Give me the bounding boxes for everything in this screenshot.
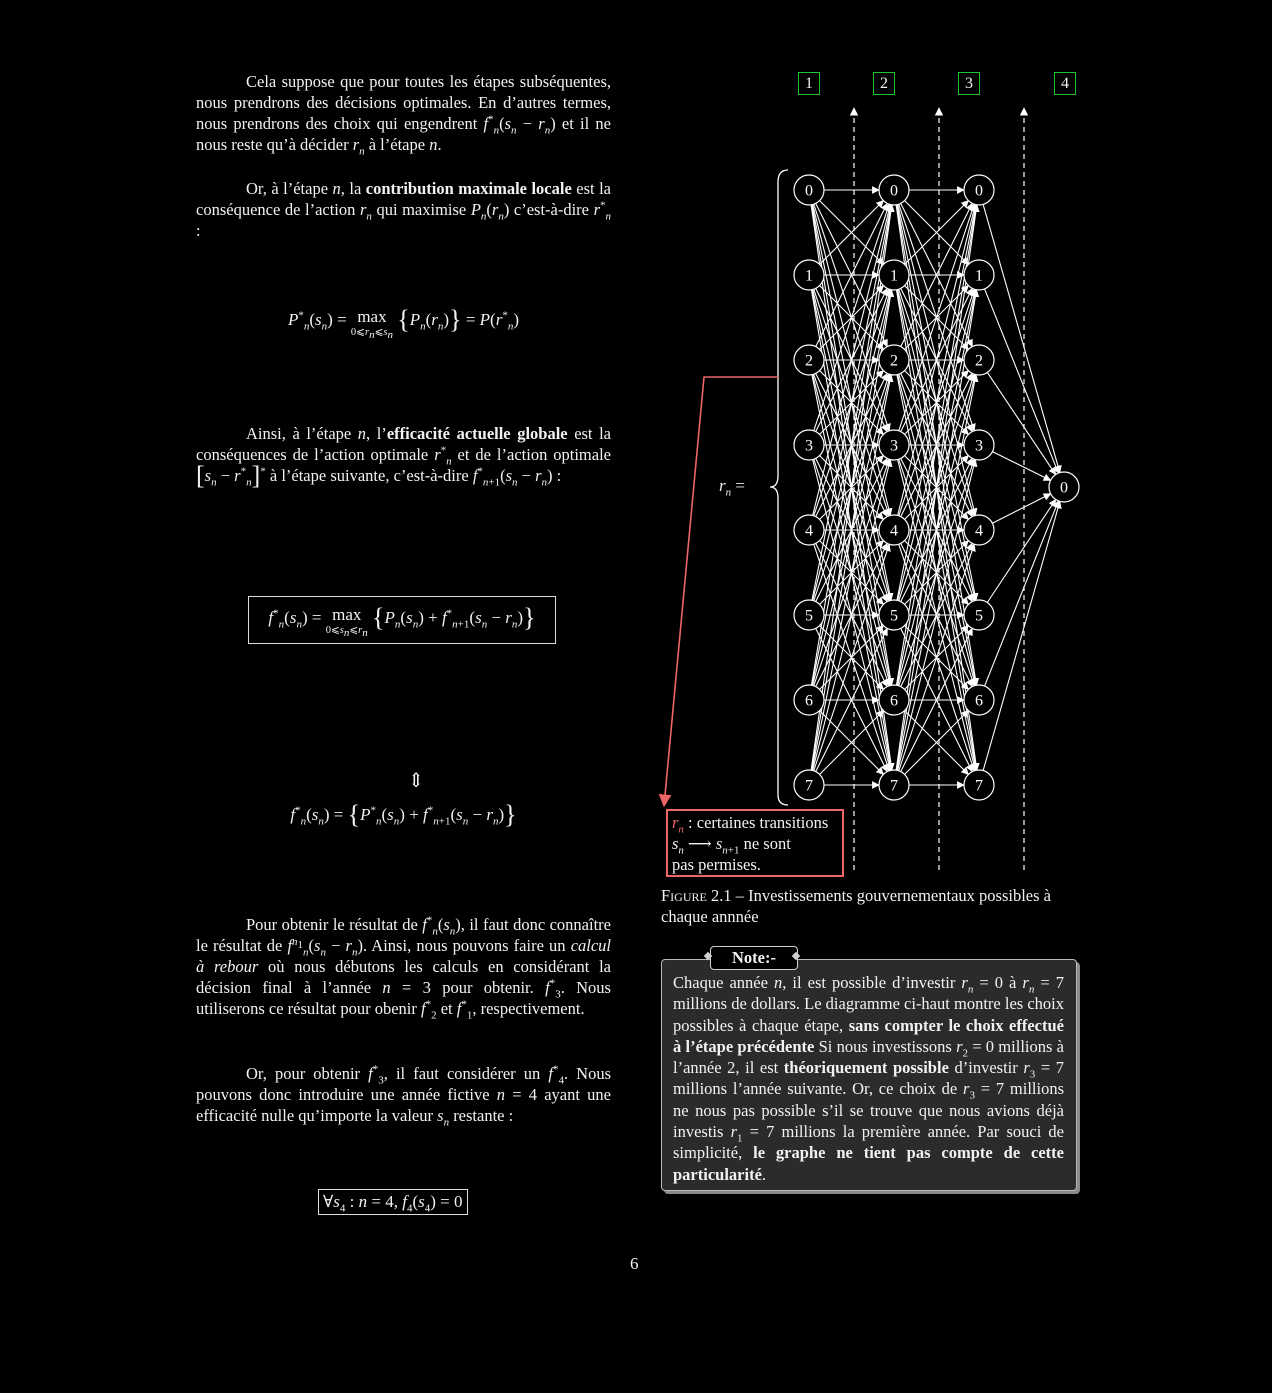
svg-text:0: 0 (890, 182, 898, 200)
svg-text:4: 4 (890, 522, 898, 540)
svg-text:6: 6 (805, 692, 813, 710)
stage-label-4: 4 (1054, 72, 1076, 95)
stage-label-1: 1 (798, 72, 820, 95)
state-node (964, 515, 994, 545)
page-number: 6 (630, 1254, 639, 1273)
red-pointer-arrow (664, 377, 778, 806)
svg-text:7: 7 (805, 777, 813, 795)
rn-label: $r_n$ = (719, 476, 745, 499)
final-edge (985, 289, 1059, 473)
state-node (794, 770, 824, 800)
figure-2-1 (650, 60, 1090, 890)
paragraph-5: Or, pour obtenir $f^*_3$, il faut considérer un $f^*_4$. Nous pouvons donc introduire une année fictive n = 4 ayant une efficacité nulle qu’importe la valeur $s_n$ restante : (196, 1063, 612, 1129)
svg-text:5: 5 (975, 607, 983, 625)
svg-text:2: 2 (975, 352, 983, 370)
svg-text:4: 4 (805, 522, 813, 540)
svg-text:0: 0 (805, 182, 813, 200)
state-node (879, 770, 909, 800)
svg-text:3: 3 (890, 437, 898, 455)
equation-local-max: $P^*_n(s_n) = \max$ $0⩽r_n⩽s_n$ $\{P_n(r_n)\} = P(r^*_n)$ (287, 305, 520, 342)
rn-brace (770, 170, 788, 805)
figure-caption (661, 885, 1081, 927)
equation-recursion-simple: $f^*_n(s_n) = \{P^*_n(s_n) + f^*_{n+1}(s_n - r_n)\}$ (290, 800, 517, 829)
svg-text:6: 6 (890, 692, 898, 710)
final-state-node (1049, 472, 1079, 502)
svg-text:7: 7 (975, 777, 983, 795)
state-node (794, 260, 824, 290)
state-node (879, 345, 909, 375)
state-node (879, 685, 909, 715)
svg-text:3: 3 (975, 437, 983, 455)
state-node (879, 600, 909, 630)
svg-text:2: 2 (890, 352, 898, 370)
transition-warning-box: $r_n$ : certaines transitions $s_n$ ⟶ $s_{n+1}$ ne sont pas permises. (666, 809, 844, 877)
term-efficacite-actuelle-globale: efficacité actuelle globale (386, 424, 568, 443)
svg-text:1: 1 (890, 267, 898, 285)
paragraph-3: Ainsi, à l’étape n, l’efficacité actuelle globale est la conséquences de l’action optimale $r^*_n$ et de l’action optimale $[s_n - r^*_n]^*$ à l’étape suivante, c’est-à-dire $f^*_{n+1}(s_n - r_n)$ : (196, 424, 611, 490)
state-node (964, 260, 994, 290)
caption-prefix: Figure 2.1 (661, 886, 732, 905)
stage-label-3: 3 (958, 72, 980, 95)
term-calcul-a-rebour: calcul à rebour (196, 936, 612, 976)
svg-text:5: 5 (805, 607, 813, 625)
equation-terminal-condition: $\forall s_4$ : n = 4, $f_4(s_4) = 0$ (318, 1189, 468, 1215)
state-node (794, 515, 824, 545)
svg-text:2: 2 (805, 352, 813, 370)
term-contribution-maximale-locale: contribution maximale locale (365, 179, 572, 198)
note-title: Note:- (710, 946, 798, 970)
note-body: Chaque année n, il est possible d’investir $r_n = 0$ à $r_n = 7$ millions de dollars. Le diagramme ci-haut montre les choix possibles à chaque étape, sans compter le choix effectué à l’étape précédente Si nous investissons $r_2 = 0$ millions à l’année 2, il est théoriquement possible d’investir $r_3 = 7$ millions l’année suivante. Or, ce choix de $r_3 = 7$ millions ne nous pas possible s’il se trouve que nous avions déjà investis $r_1 = 7$ millions la première année. Par souci de simplicité, le graphe ne tient pas compte de cette particularité. (673, 973, 1064, 1184)
state-node (879, 430, 909, 460)
paragraph-1: Cela suppose que pour toutes les étapes subséquentes, nous prendrons des décisions optimales. En d’autres termes, nous prendrons des choix qui engendrent $f^*_n(s_n - r_n)$ et il ne nous reste qu’à décider $r_n$ à l’étape n. (196, 72, 611, 158)
svg-text:4: 4 (975, 522, 983, 540)
investment-graph (650, 60, 1090, 890)
svg-text:0: 0 (975, 182, 983, 200)
equivalence-arrow: ⇕ (407, 770, 425, 792)
state-node (879, 515, 909, 545)
state-node (879, 260, 909, 290)
state-node (794, 430, 824, 460)
state-node (794, 175, 824, 205)
state-node (964, 600, 994, 630)
state-node (964, 685, 994, 715)
paragraph-2: Or, à l’étape n, la contribution maximale locale est la conséquence de l’action $r_n$ qui maximise $P_n(r_n)$ c’est-à-dire $r^*_n$ : (196, 179, 611, 240)
state-node (964, 770, 994, 800)
state-node (794, 600, 824, 630)
state-node (879, 175, 909, 205)
final-edge (992, 494, 1050, 523)
state-node (794, 345, 824, 375)
state-node (964, 345, 994, 375)
paragraph-4: Pour obtenir le résultat de $f^*_n(s_n)$, il faut donc connaître le résultat de $f^{n_1}_n(s_n - r_n)$. Ainsi, nous pouvons faire un calcul à rebour où nous débutons les calculs en considérant la décision final à l’année n = 3 pour obtenir. $f^*_3$. Nous utiliserons ce résultat pour obenir $f^*_2$ et $f^*_1$, respectivement. (196, 914, 612, 1022)
svg-text:6: 6 (975, 692, 983, 710)
svg-text:0: 0 (1060, 479, 1068, 497)
svg-text:5: 5 (890, 607, 898, 625)
svg-text:1: 1 (975, 267, 983, 285)
state-node (794, 685, 824, 715)
svg-text:1: 1 (805, 267, 813, 285)
caption-text: – Investissements gouvernementaux possibles à chaque annnée (661, 886, 1051, 926)
final-edge (992, 452, 1050, 481)
final-edge (983, 204, 1060, 472)
final-edge (983, 501, 1060, 770)
svg-text:3: 3 (805, 437, 813, 455)
svg-text:7: 7 (890, 777, 898, 795)
stage-label-2: 2 (873, 72, 895, 95)
final-edge (985, 501, 1059, 686)
equation-recursion-boxed: $f^*_n(s_n) = \max$ $0⩽s_n⩽r_n$ $\{P_n(s_n) + f^*_{n+1}(s_n - r_n)\}$ (248, 596, 556, 644)
state-node (964, 175, 994, 205)
state-node (964, 430, 994, 460)
